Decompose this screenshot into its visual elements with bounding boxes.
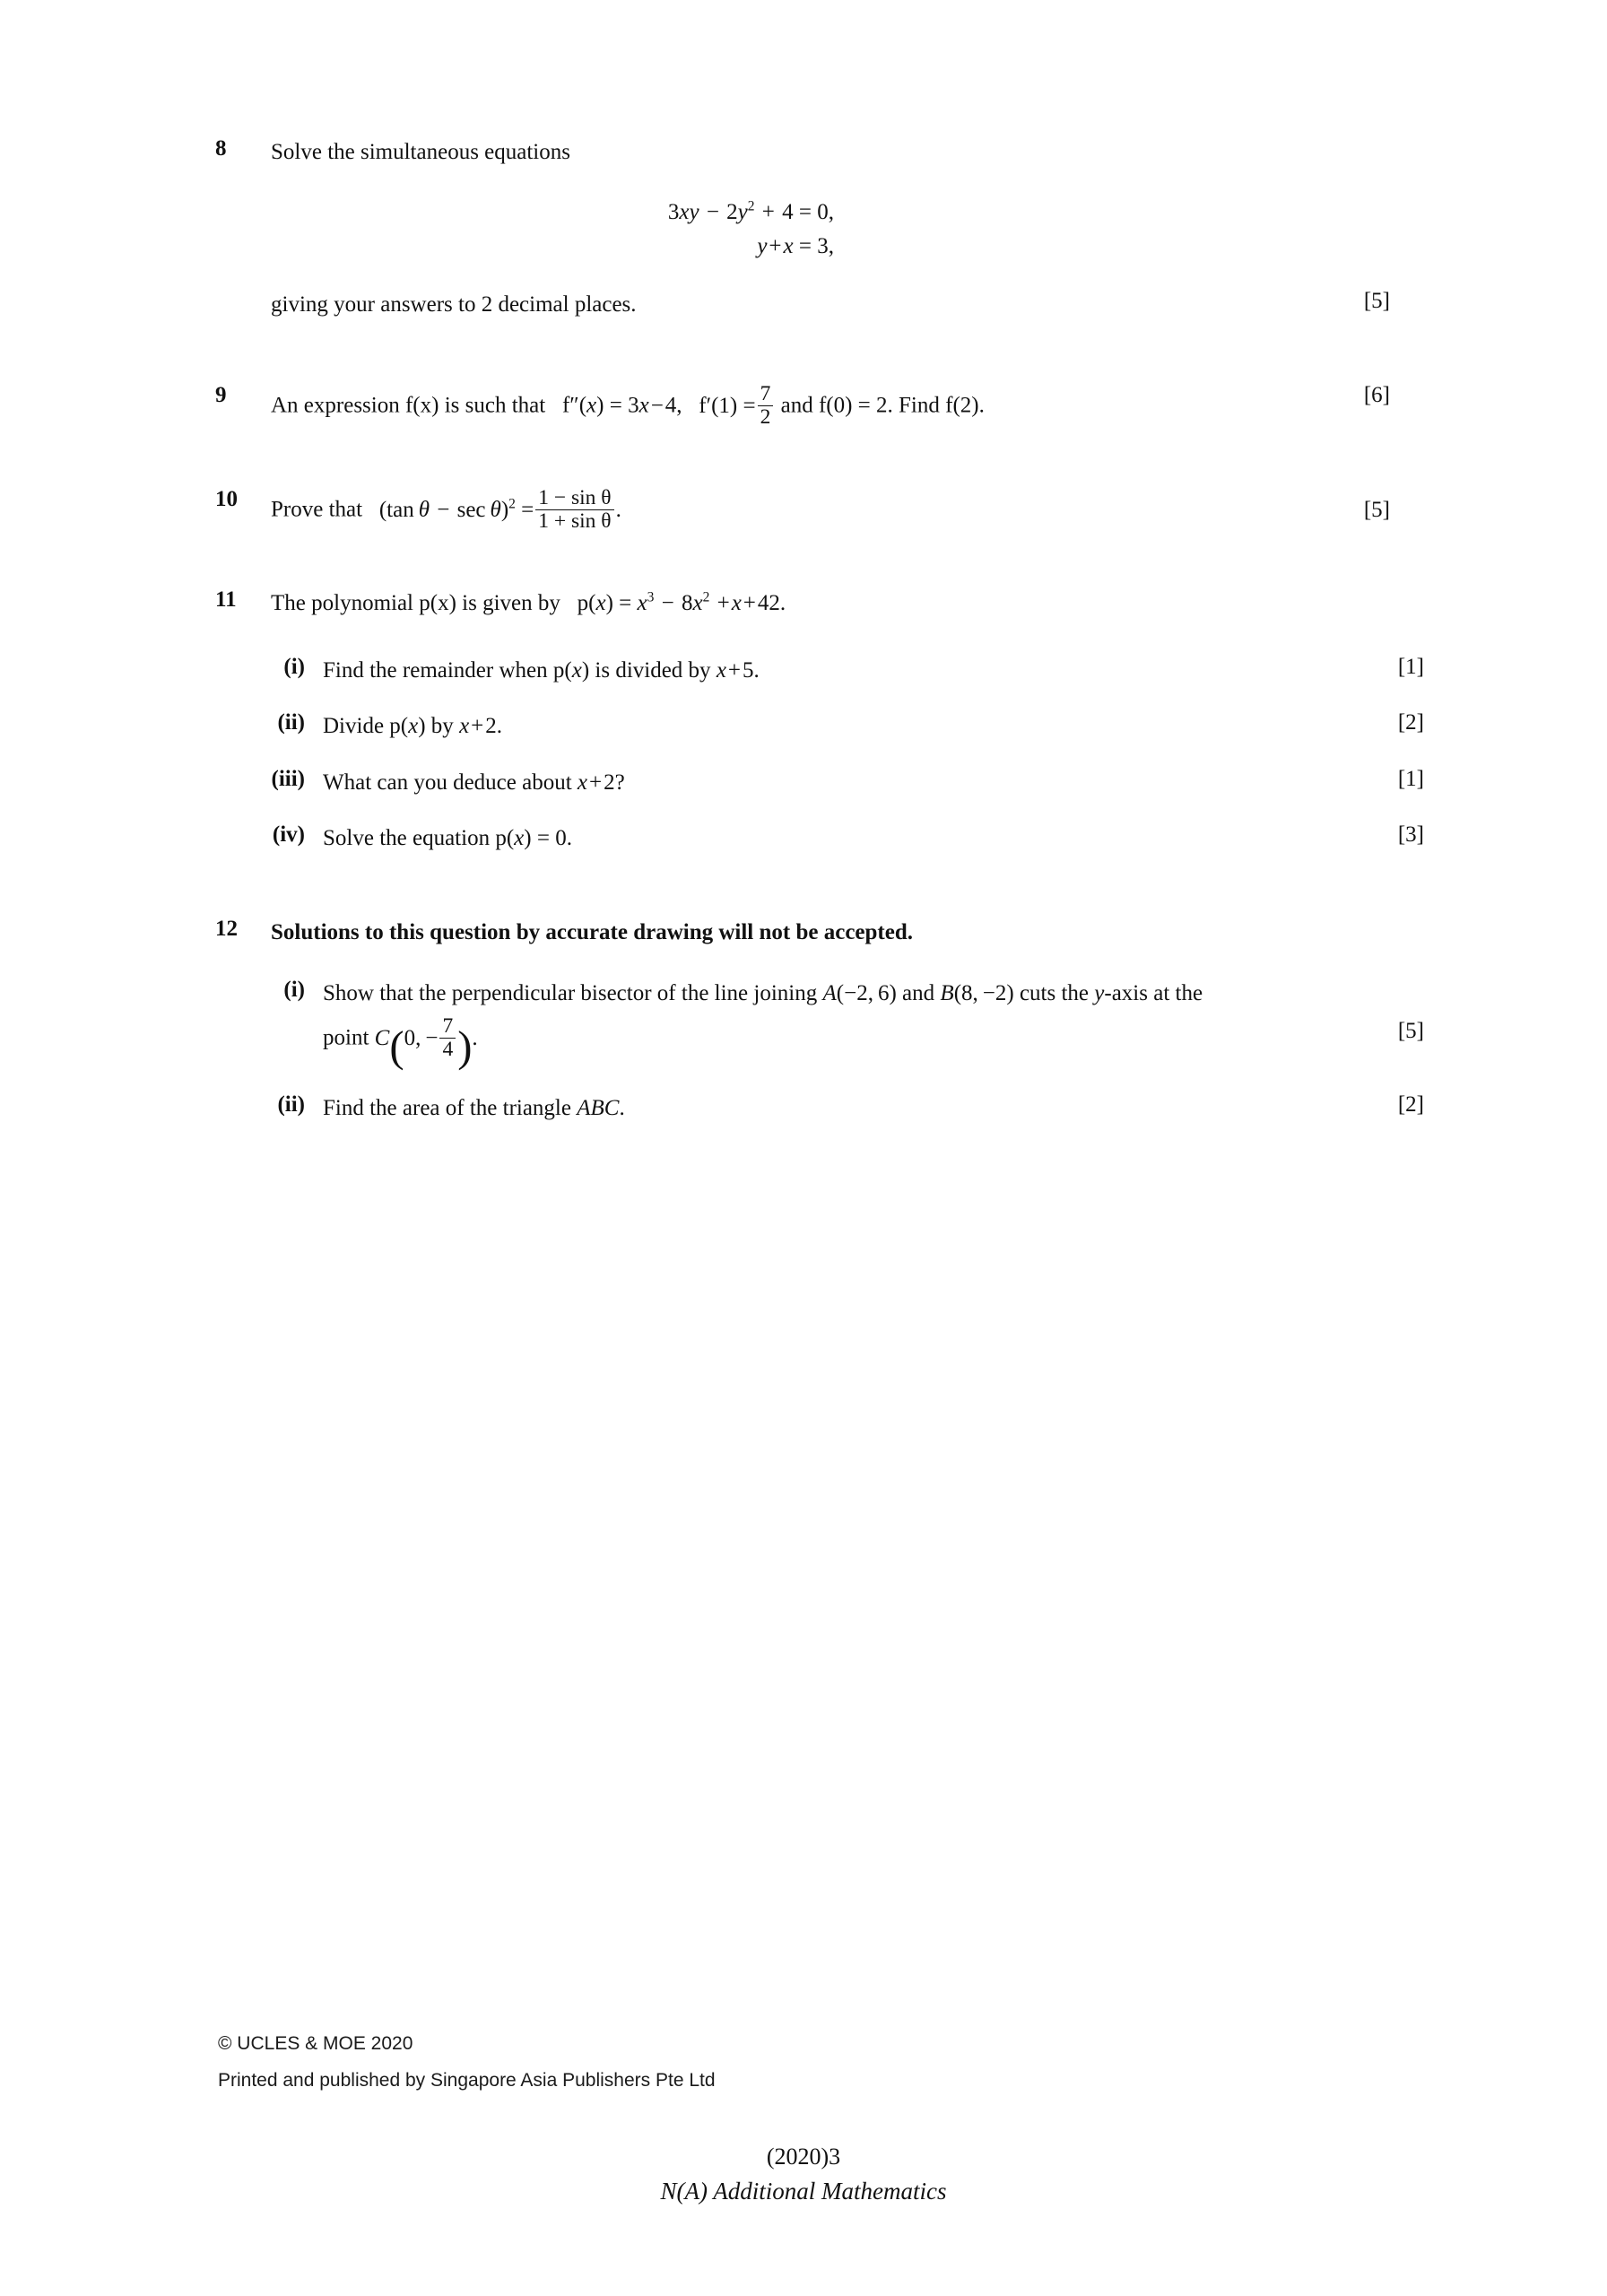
question-8 <box>215 136 1390 169</box>
question-12-heading: Solutions to this question by accurate drawing will not be accepted. <box>271 920 914 944</box>
paper-subject: N(A) Additional Mathematics <box>660 2178 947 2205</box>
question-11-stem-text: The polynomial p(x) is given by <box>271 591 560 615</box>
question-9-marks: [6] <box>1363 383 1390 407</box>
question-12-part-i-line2-lead: point <box>323 1025 369 1050</box>
question-11-stem <box>271 587 1390 620</box>
question-12-part-ii-text: Find the area of the triangle ABC. <box>323 1095 625 1120</box>
question-12-part-i-label: (i) <box>283 978 305 1002</box>
question-12 <box>215 917 1390 949</box>
question-12-part-i-marks: [5] <box>1397 1019 1424 1043</box>
question-12-part-i-line1-a: Show that the perpendicular bisector of the line joining <box>323 981 818 1005</box>
question-8-equation-2: y+x = 3, <box>757 233 834 258</box>
question-11-part-ii-label: (ii) <box>277 710 305 735</box>
question-12-part-ii <box>249 1091 1424 1125</box>
question-11-part-iv-label: (iv) <box>272 822 305 847</box>
point-a: A(−2, 6) <box>822 981 897 1005</box>
point-c-fraction: $\frac{7}{4}$ <box>439 1015 456 1061</box>
question-10-fraction: $\frac{\text{1 − sin θ}}{\text{1 + sin θ}}$ <box>535 487 613 533</box>
question-9-body <box>271 383 1390 429</box>
question-11-polynomial: $p(x) = x^3 - 8x^2 +x+42$. <box>577 589 786 615</box>
question-10-body <box>271 487 1390 533</box>
question-12-part-i <box>249 978 1424 1071</box>
question-9-condition-2: f′(1) = $\frac{7}{2}$ <box>699 394 775 418</box>
question-8-marks: [5] <box>1363 289 1390 313</box>
question-9-text-after: and f(0) = 2. Find f(2). <box>780 393 985 418</box>
paper-code: (2020)3 <box>766 2144 841 2170</box>
question-11-part-iii <box>249 766 1424 799</box>
question-11 <box>215 587 1390 620</box>
question-12-part-i-line1-b: and <box>902 981 935 1005</box>
question-11-part-iv <box>249 822 1424 855</box>
question-9-fraction: $\frac{7}{2}$ <box>758 383 774 429</box>
question-11-part-ii-text: Divide p(x) by x+2. <box>323 714 503 739</box>
question-10-number: 10 <box>215 487 238 511</box>
question-11-part-iv-text: Solve the equation p(x) = 0. <box>323 825 572 850</box>
publisher-notice: Printed and published by Singapore Asia Publishers Pte Ltd <box>218 2070 716 2091</box>
question-11-part-i <box>249 655 1424 687</box>
question-11-part-iv-marks: [3] <box>1397 822 1424 847</box>
question-11-part-i-text: Find the remainder when p(x) is divided by x+5. <box>323 658 760 683</box>
question-9 <box>215 383 1390 429</box>
point-c: C(0, − $\frac{7}{4}$ ). <box>374 1014 478 1071</box>
question-9-text-before: An expression f(x) is such that <box>271 393 546 418</box>
question-11-part-iii-text: What can you deduce about x+2? <box>323 770 625 795</box>
question-9-number: 9 <box>215 383 227 407</box>
question-10-identity: (tan θ − sec θ)$^2$ = $\frac{\text{1 − sin θ}}{\text{1 + sin θ}}$ . <box>378 486 621 533</box>
question-11-part-iii-marks: [1] <box>1397 766 1424 791</box>
point-b: B(8, −2) <box>940 981 1014 1005</box>
question-10-terminator: . <box>615 497 621 522</box>
question-11-part-iii-label: (iii) <box>271 766 305 791</box>
question-10-marks: [5] <box>1363 498 1390 522</box>
question-8-number: 8 <box>215 136 227 161</box>
question-12-part-ii-label: (ii) <box>277 1091 305 1117</box>
question-11-part-i-label: (i) <box>283 655 305 679</box>
question-8-equation-1: $3xy - 2y^2 + 4 = 0$, <box>667 198 834 224</box>
question-12-part-i-line2 <box>323 1014 1390 1071</box>
question-12-parts <box>215 978 1424 1125</box>
question-12-number: 12 <box>215 917 238 941</box>
question-8-tail-row <box>215 289 1390 321</box>
question-9-condition-1: f″(x) = 3x−4, <box>561 393 682 418</box>
question-11-part-ii <box>249 710 1424 743</box>
question-8-equations <box>538 196 834 263</box>
question-10-text-before: Prove that <box>271 497 363 522</box>
question-8-stem: Solve the simultaneous equations <box>271 140 570 164</box>
copyright-notice: © UCLES & MOE 2020 <box>218 2033 413 2054</box>
question-11-parts <box>215 655 1424 855</box>
question-11-number: 11 <box>215 587 237 612</box>
question-12-part-ii-marks: [2] <box>1397 1091 1424 1117</box>
question-8-tail: giving your answers to 2 decimal places. <box>271 292 637 317</box>
question-12-part-i-text: Show that the perpendicular bisector of the line joining A(−2, 6) and B(8, −2) cuts the y-axis at the point C(0, − $\frac{7}{4}$ ). <box>323 978 1390 1064</box>
question-11-part-i-marks: [1] <box>1397 655 1424 679</box>
question-11-part-ii-marks: [2] <box>1397 710 1424 735</box>
question-10 <box>215 487 1390 533</box>
